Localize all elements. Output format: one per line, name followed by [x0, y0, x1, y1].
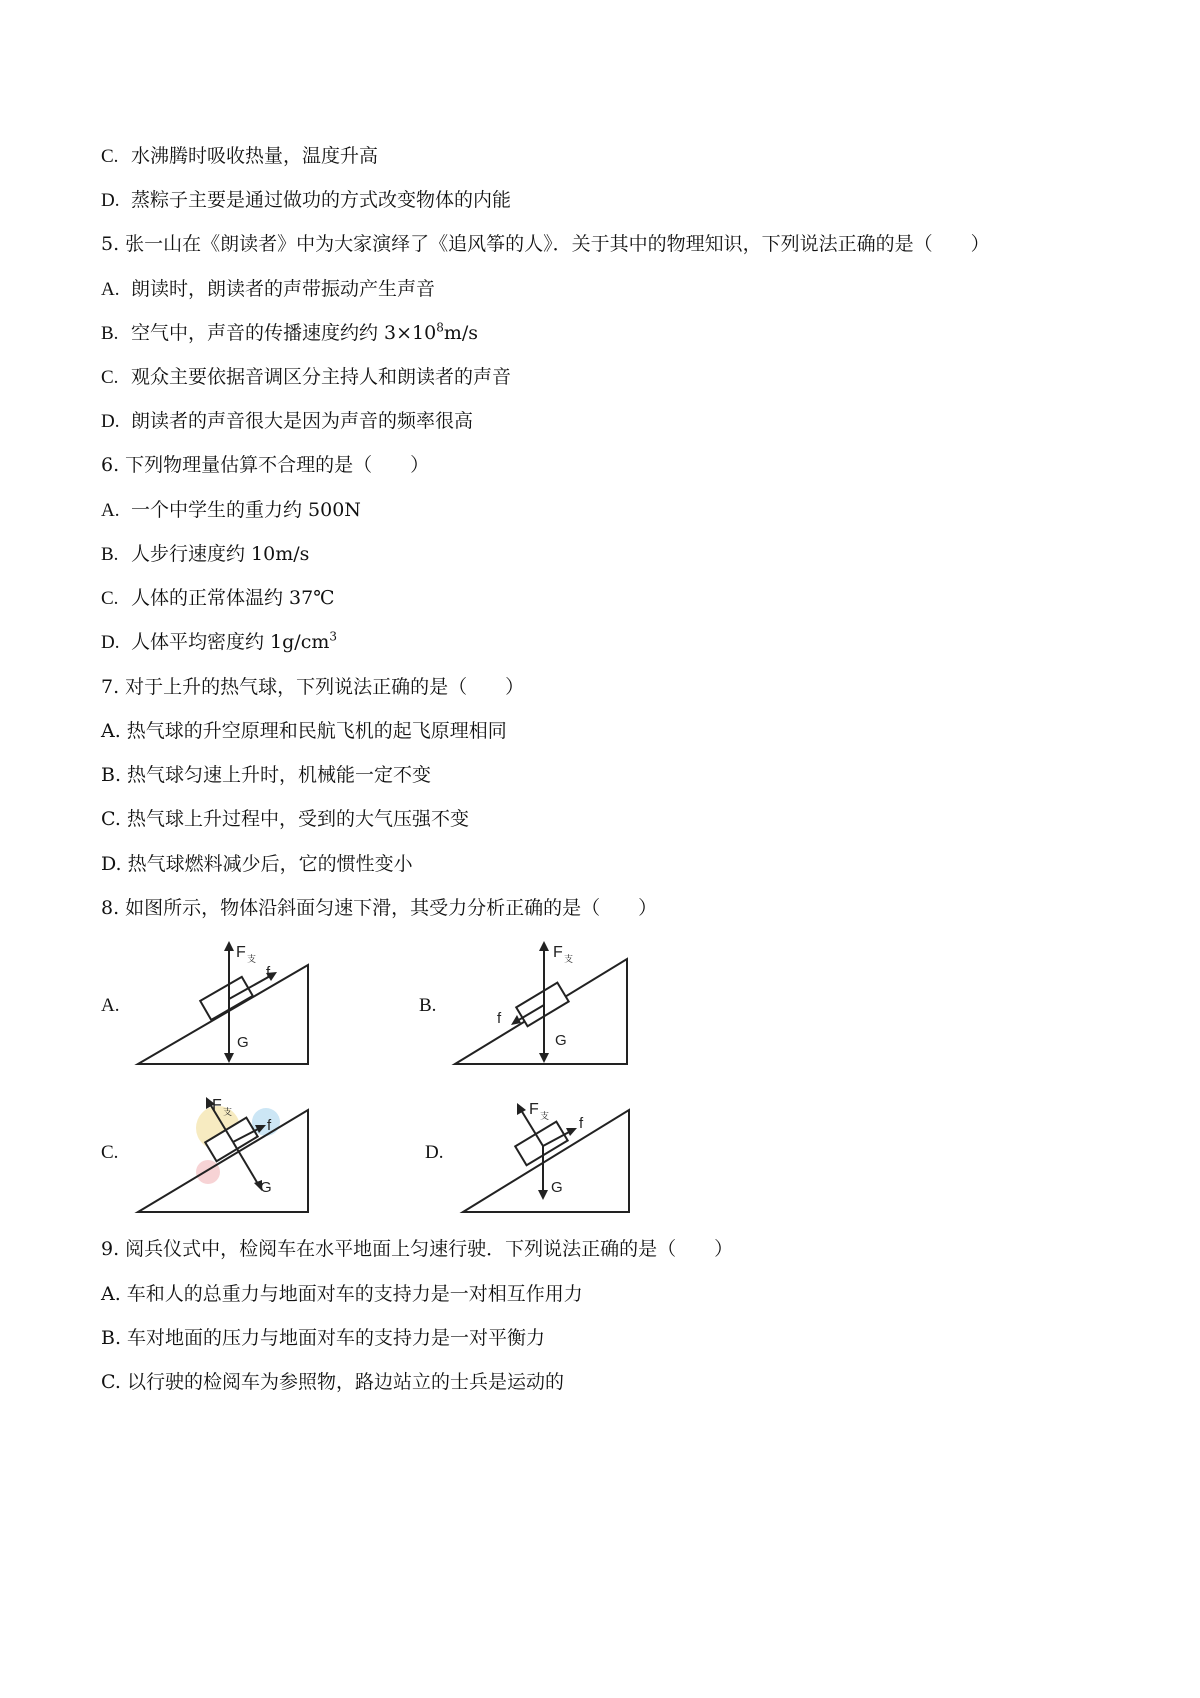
option-label: D.: [101, 411, 120, 432]
color-smudge: [252, 1108, 280, 1136]
force-top-label: F: [212, 1097, 222, 1114]
option-label: D.: [101, 632, 120, 653]
q6-option-b: [101, 542, 309, 567]
question-text: 6. 下列物理量估算不合理的是（ ）: [101, 454, 430, 476]
q5-option-c: [101, 365, 511, 390]
gravity-label: G: [260, 1179, 272, 1196]
incline-triangle: [463, 1110, 629, 1212]
figure-b-label: B.: [419, 995, 437, 1016]
q5-option-b: [101, 321, 478, 346]
option-text: A. 车和人的总重力与地面对车的支持力是一对相互作用力: [101, 1283, 583, 1305]
q4-option-d: [101, 188, 511, 213]
option-text: A. 热气球的升空原理和民航飞机的起飞原理相同: [101, 720, 507, 742]
color-smudge: [196, 1160, 220, 1184]
option-unit: m/s: [443, 322, 479, 344]
option-text: C. 以行驶的检阅车为参照物，路边站立的士兵是运动的: [101, 1371, 564, 1393]
q6-stem: [101, 453, 429, 477]
question-text: 5. 张一山在《朗读者》中为大家演绎了《追风筝的人》．关于其中的物理知识，下列说法正确的是（ ）: [101, 233, 990, 255]
force-top-subscript: 支: [564, 954, 574, 964]
figure-b-incline-diagram: [447, 935, 637, 1070]
question-text: 9. 阅兵仪式中，检阅车在水平地面上匀速行驶．下列说法正确的是（ ）: [101, 1238, 734, 1260]
friction-label: f: [497, 1010, 502, 1027]
option-label: D.: [101, 190, 120, 211]
question-text: 8. 如图所示，物体沿斜面匀速下滑，其受力分析正确的是（ ）: [101, 897, 658, 919]
force-top-subscript: 支: [540, 1111, 550, 1121]
option-text: B. 热气球匀速上升时，机械能一定不变: [101, 764, 432, 786]
option-text: 空气中，声音的传播速度约约 3×10: [131, 322, 437, 344]
figure-d-incline-diagram: [455, 1088, 645, 1218]
q9-option-c: [101, 1370, 564, 1394]
force-top-label: F: [236, 944, 246, 961]
option-text: 朗读时，朗读者的声带振动产生声音: [131, 278, 436, 300]
option-text: C. 热气球上升过程中，受到的大气压强不变: [101, 808, 469, 830]
incline-triangle: [138, 965, 308, 1064]
friction-label: f: [266, 964, 271, 981]
option-label: A.: [101, 500, 120, 521]
force-top-label: F: [529, 1101, 539, 1118]
gravity-label: G: [237, 1034, 249, 1051]
option-label: C.: [101, 588, 119, 609]
q5-option-a: [101, 277, 435, 302]
option-text: 人步行速度约 10m/s: [131, 543, 310, 565]
option-text: 蒸粽子主要是通过做功的方式改变物体的内能: [131, 189, 512, 211]
q5-stem: [101, 232, 990, 256]
option-label: B.: [101, 323, 119, 344]
q8-stem: [101, 896, 657, 920]
option-text: 水沸腾时吸收热量，温度升高: [131, 145, 379, 167]
option-text: 人体平均密度约 1g/cm: [131, 631, 330, 653]
option-label: C.: [101, 146, 119, 167]
force-top-subscript: 支: [247, 954, 257, 964]
q7-option-c: [101, 807, 469, 831]
gravity-label: G: [555, 1032, 567, 1049]
q6-option-a: [101, 498, 361, 523]
q7-option-a: [101, 719, 507, 743]
figure-a-incline-diagram: [130, 935, 320, 1070]
option-label: B.: [101, 544, 119, 565]
option-text: D. 热气球燃料减少后，它的惯性变小: [101, 853, 413, 875]
option-text: 朗读者的声音很大是因为声音的频率很高: [131, 410, 474, 432]
figure-c-incline-diagram: [130, 1088, 320, 1218]
q4-option-c: [101, 144, 378, 169]
q6-option-c: [101, 586, 334, 611]
superscript: 8: [436, 320, 444, 335]
figure-d-label: D.: [425, 1142, 444, 1163]
option-text: 一个中学生的重力约 500N: [131, 499, 361, 521]
superscript: 3: [329, 629, 337, 644]
q6-option-d: [101, 630, 337, 655]
q7-option-d: [101, 852, 413, 876]
option-label: A.: [101, 279, 120, 300]
q7-stem: [101, 675, 524, 699]
block: [516, 983, 568, 1027]
figure-c-label: C.: [101, 1142, 119, 1163]
option-text: 人体的正常体温约 37℃: [131, 587, 335, 609]
force-top-subscript: 支: [223, 1107, 233, 1117]
q9-option-a: [101, 1282, 583, 1306]
friction-label: f: [267, 1117, 272, 1134]
friction-label: f: [579, 1115, 584, 1132]
gravity-label: G: [551, 1179, 563, 1196]
q5-option-d: [101, 409, 473, 434]
q9-option-b: [101, 1326, 545, 1350]
force-top-label: F: [553, 944, 563, 961]
option-text: 观众主要依据音调区分主持人和朗读者的声音: [131, 366, 512, 388]
question-text: 7. 对于上升的热气球，下列说法正确的是（ ）: [101, 676, 525, 698]
option-label: C.: [101, 367, 119, 388]
figure-a-label: A.: [101, 995, 120, 1016]
q7-option-b: [101, 763, 431, 787]
option-text: B. 车对地面的压力与地面对车的支持力是一对平衡力: [101, 1327, 546, 1349]
q9-stem: [101, 1237, 733, 1261]
